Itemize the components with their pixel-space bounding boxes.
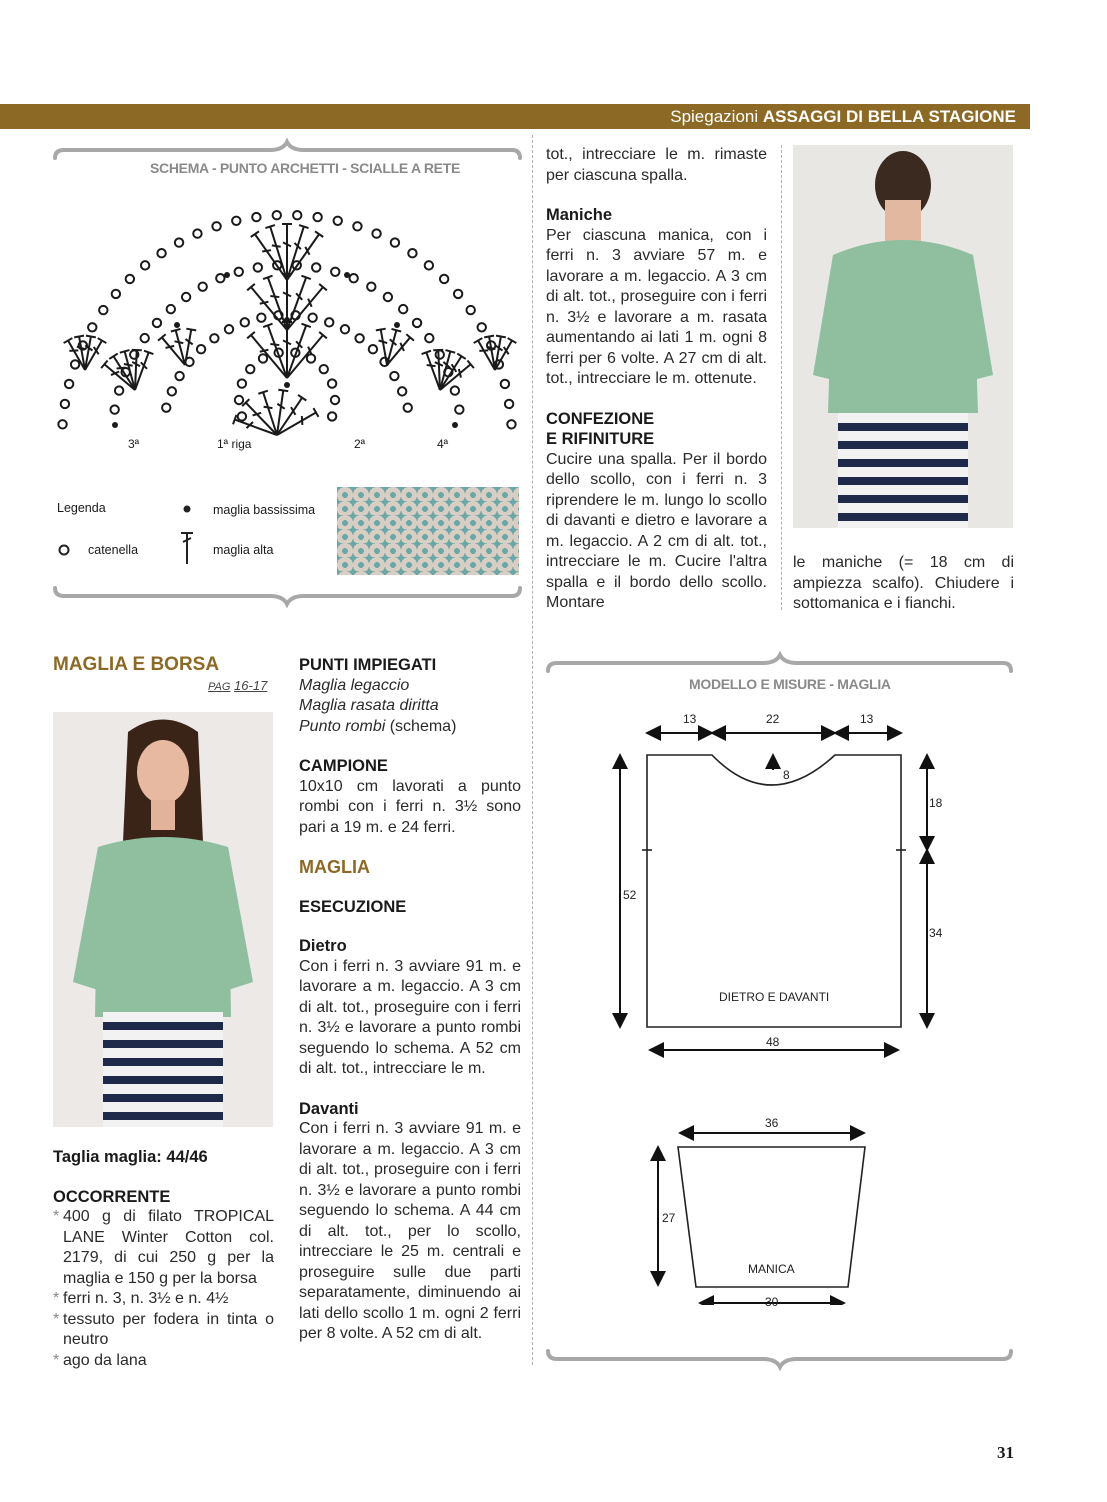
chain-stitch	[197, 345, 205, 353]
chain-stitch	[61, 400, 69, 408]
chain-stitch	[369, 345, 377, 353]
material-item	[53, 1289, 274, 1310]
chain-stitch	[451, 386, 459, 394]
row-label-2: 2ª	[354, 437, 366, 451]
chain-stitch	[210, 334, 218, 342]
chain-stitch	[99, 306, 107, 314]
dim-sleeve-bottom: 30	[765, 1295, 779, 1309]
dim-side: 34	[929, 926, 943, 940]
instructions-column	[299, 655, 521, 1345]
chain-stitch	[259, 354, 267, 362]
chain-stitch	[115, 386, 123, 394]
treble-stitch	[247, 284, 287, 330]
section-header-bar	[0, 104, 1030, 129]
chain-stitch	[65, 380, 73, 388]
legend-treble: maglia alta	[213, 543, 274, 557]
project-title	[53, 654, 219, 676]
row-label-1: 1ª riga	[217, 437, 252, 451]
chain-stitch	[367, 282, 375, 290]
material-item	[53, 1207, 274, 1289]
chain-stitch	[349, 274, 357, 282]
chain-stitch	[399, 305, 407, 313]
chain-stitch	[384, 293, 392, 301]
body-label: DIETRO E DAVANTI	[719, 990, 830, 1004]
page-ref-label: PAG	[208, 681, 231, 693]
material-item	[53, 1351, 274, 1372]
chain-stitch	[238, 379, 246, 387]
slip-stitch	[394, 322, 400, 328]
chain-stitch	[88, 323, 96, 331]
dim-top-right: 13	[860, 712, 874, 726]
chain-stitch	[440, 275, 448, 283]
slip-stitch-icon	[182, 504, 192, 514]
chain-stitch	[436, 350, 444, 358]
slip-stitch	[174, 322, 180, 328]
chain-stitch	[466, 306, 474, 314]
slip-stitch	[224, 272, 230, 278]
chain-stitch	[478, 323, 486, 331]
chain-stitch	[110, 405, 118, 413]
dim-top-mid: 22	[766, 712, 780, 726]
chain-stitch	[141, 261, 149, 269]
chain-stitch	[216, 274, 224, 282]
materials-list	[53, 1207, 274, 1371]
chain-stitch	[372, 229, 380, 237]
esecuzione-heading: ESECUZIONE	[299, 897, 407, 916]
dim-height: 52	[623, 888, 637, 902]
slip-stitch	[344, 272, 350, 278]
material-text: 400 g di filato TROPICAL LANE Winter Cotton col. 2179, di cui 250 g per la maglia e 150 g per la borsa	[63, 1208, 274, 1287]
header-prefix: Spiegazioni	[670, 107, 759, 126]
bullet-icon: *	[53, 1208, 60, 1225]
chain-stitch	[168, 387, 176, 395]
treble-stitch	[387, 329, 401, 365]
confezione-heading: CONFEZIONE	[546, 409, 655, 428]
chain-stitch	[225, 325, 233, 333]
treble-stitch	[277, 408, 318, 435]
chain-stitch	[413, 319, 421, 327]
chain-stitch	[355, 334, 363, 342]
slip-stitch	[284, 382, 290, 388]
page-ref-value: 16-17	[234, 678, 268, 693]
chain-stitch	[404, 403, 412, 411]
chain-stitch	[331, 268, 339, 276]
chain-stitch	[162, 403, 170, 411]
chain-stitch	[254, 263, 262, 271]
treble-stitch	[287, 231, 323, 280]
chain-stitch	[112, 290, 120, 298]
material-text: ferri n. 3, n. 3½ e n. 4½	[63, 1290, 229, 1307]
chain-stitch	[454, 290, 462, 298]
chain-stitch	[328, 379, 336, 387]
slip-stitch	[284, 317, 290, 323]
punto-3: Punto rombi	[299, 717, 386, 735]
punto-3-line	[299, 717, 521, 738]
chain-stitch	[141, 334, 149, 342]
chain-stitch	[198, 282, 206, 290]
punto-3-suffix: (schema)	[389, 717, 457, 735]
chain-stitch	[153, 319, 161, 327]
chain-stitch	[246, 365, 254, 373]
chain-stitch	[257, 313, 265, 321]
dim-sleeve-top: 36	[765, 1116, 779, 1130]
bullet-icon: *	[53, 1290, 60, 1307]
maniche-text: Per ciascuna manica, con i ferri n. 3 avviare 57 m. e lavorare a m. legaccio. A 3 cm di alt. tot., proseguire con i ferri n. 3½ e lavorare a m. rasata aumentando ai lati 1 m. ogni 8 ferri per 6 volte. A 27 cm di alt. tot., intrecciare le m. ottenute.	[546, 226, 767, 387]
chain-stitch	[408, 249, 416, 257]
chain-stitch	[328, 412, 336, 420]
material-text: tessuto per fodera in tinta o neutro	[63, 1310, 274, 1348]
crochet-chart	[55, 185, 520, 450]
chain-stitch	[232, 217, 240, 225]
legend-chain: catenella	[88, 543, 139, 557]
material-item	[53, 1310, 274, 1351]
confezione-text: Cucire una spalla. Per il bordo dello scollo, con i ferri n. 3 riprendere le m. lungo lo scollo di davanti e dietro e lavorare a m. legaccio. A 2 cm di alt. tot., intrecciare le m. Cucire l'altra spalla e il bordo dello scollo. Montare	[546, 450, 767, 611]
bullet-icon: *	[53, 1310, 60, 1328]
chain-stitch	[312, 263, 320, 271]
chain-stitch	[425, 334, 433, 342]
occorrente-heading: OCCORRENTE	[53, 1187, 171, 1206]
chain-stitch	[505, 400, 513, 408]
size-line: Taglia maglia: 44/46	[53, 1148, 208, 1166]
project-title-text: MAGLIA E BORSA	[53, 654, 220, 675]
chain-stitch	[293, 211, 301, 219]
slip-stitch	[112, 422, 118, 428]
chain-stitch	[58, 420, 66, 428]
model-front-photo	[53, 712, 273, 1127]
legend-slip-stitch: maglia bassissima	[213, 503, 316, 517]
model-front-illustration	[53, 712, 273, 1127]
model-back-illustration	[793, 145, 1013, 528]
chain-stitch	[235, 396, 243, 404]
chain-stitch	[71, 360, 79, 368]
column-divider	[532, 135, 533, 1365]
chain-stitch	[331, 396, 339, 404]
chain-stitch	[501, 380, 509, 388]
row-label-3: 3ª	[128, 437, 140, 451]
treble-stitch	[287, 284, 327, 330]
bullet-icon: *	[53, 1351, 60, 1369]
header-title: ASSAGGI DI BELLA STAGIONE	[762, 107, 1016, 126]
punto-2: Maglia rasata diritta	[299, 697, 439, 714]
swatch-photo	[337, 487, 519, 575]
sleeve-schematic	[640, 1125, 880, 1305]
chain-stitch	[273, 211, 281, 219]
chain-stitch	[307, 354, 315, 362]
chain-stitch	[507, 420, 515, 428]
dietro-heading: Dietro	[299, 937, 347, 955]
chain-stitch	[252, 213, 260, 221]
materials-column	[53, 1147, 274, 1371]
chain-stitch	[175, 238, 183, 246]
chain-stitch	[175, 372, 183, 380]
chain-stitch	[325, 318, 333, 326]
rifiniture-heading: E RIFINITURE	[546, 430, 655, 448]
chain-stitch	[193, 229, 201, 237]
sleeve-label: MANICA	[748, 1262, 795, 1276]
chain-stitch	[182, 293, 190, 301]
treble-stitch	[185, 329, 196, 365]
chain-stitch	[320, 365, 328, 373]
schematic-title: MODELLO E MISURE - MAGLIA	[689, 676, 891, 692]
chain-stitch	[353, 222, 361, 230]
dim-sleeve-height: 27	[662, 1211, 676, 1225]
chain-stitch	[167, 305, 175, 313]
chain-stitch	[235, 268, 243, 276]
chain-icon	[57, 543, 71, 557]
chain-stitch	[341, 325, 349, 333]
campione-text: 10x10 cm lavorati a punto rombi con i ferri n. 3½ sono pari a 19 m. e 24 ferri.	[299, 777, 521, 836]
row-label-4: 4ª	[437, 437, 449, 451]
chain-stitch	[455, 405, 463, 413]
column-divider-top	[781, 145, 782, 610]
chain-stitch	[238, 412, 246, 420]
chain-stitch	[157, 249, 165, 257]
top-text-column	[546, 145, 767, 614]
chain-stitch	[398, 387, 406, 395]
chain-stitch	[313, 213, 321, 221]
campione-heading: CAMPIONE	[299, 757, 388, 775]
cont-text: tot., intrecciare le m. rimaste per ciascuna spalla.	[546, 146, 767, 184]
chain-stitch	[212, 222, 220, 230]
page-reference	[208, 678, 267, 693]
chain-stitch	[241, 318, 249, 326]
dietro-text: Con i ferri n. 3 avviare 91 m. e lavorare a m. legaccio. A 3 cm di alt. tot., proseguire con i ferri n. 3½ e lavorare a punto rombi seguendo lo schema. A 52 cm di alt. tot., intrecciare le m.	[299, 957, 521, 1077]
section-header	[670, 107, 1016, 127]
treble-stitch	[287, 276, 311, 330]
chain-stitch	[425, 261, 433, 269]
treble-stitch	[251, 231, 287, 280]
chain-stitch	[390, 372, 398, 380]
davanti-text: Con i ferri n. 3 avviare 91 m. e lavorare a m. legaccio. A 3 cm di alt. tot., proseguire con i ferri n. 3½ e lavorare a punto rombi seguendo lo schema. A 44 cm di alt. tot., per lo scollo, intrecciare le 25 m. centrali e proseguire sulle due parti separatamente, diminuendo ai lati dello scollo 1 m. ogni 2 ferri per 8 volte. A 52 cm di alt.	[299, 1120, 521, 1342]
legend-title: Legenda	[57, 501, 106, 515]
dim-width: 48	[766, 1035, 780, 1049]
slip-stitch	[452, 422, 458, 428]
treble-stitch	[422, 351, 440, 390]
chain-stitch	[126, 275, 134, 283]
punti-heading: PUNTI IMPIEGATI	[299, 656, 437, 674]
chain-stitch	[308, 313, 316, 321]
maniche-heading: Maniche	[546, 206, 613, 224]
page-number: 31	[997, 1443, 1014, 1462]
maglia-heading: MAGLIA	[299, 857, 370, 877]
treble-icon	[178, 530, 196, 566]
schema-title: SCHEMA - PUNTO ARCHETTI - SCIALLE A RETE	[150, 160, 461, 176]
chain-stitch	[334, 217, 342, 225]
davanti-heading: Davanti	[299, 1099, 359, 1118]
model-back-photo	[793, 145, 1013, 528]
punto-1: Maglia legaccio	[299, 676, 410, 694]
dim-armhole: 18	[929, 796, 943, 810]
body-schematic	[600, 720, 960, 1140]
chain-stitch	[391, 238, 399, 246]
dim-top-left: 13	[683, 712, 697, 726]
material-text: ago da lana	[63, 1351, 147, 1369]
confezione-continued: le maniche (= 18 cm di ampiezza scalfo). Chiudere i sottomanica e i fianchi.	[793, 554, 1014, 612]
dim-neck-depth: 8	[783, 768, 790, 782]
